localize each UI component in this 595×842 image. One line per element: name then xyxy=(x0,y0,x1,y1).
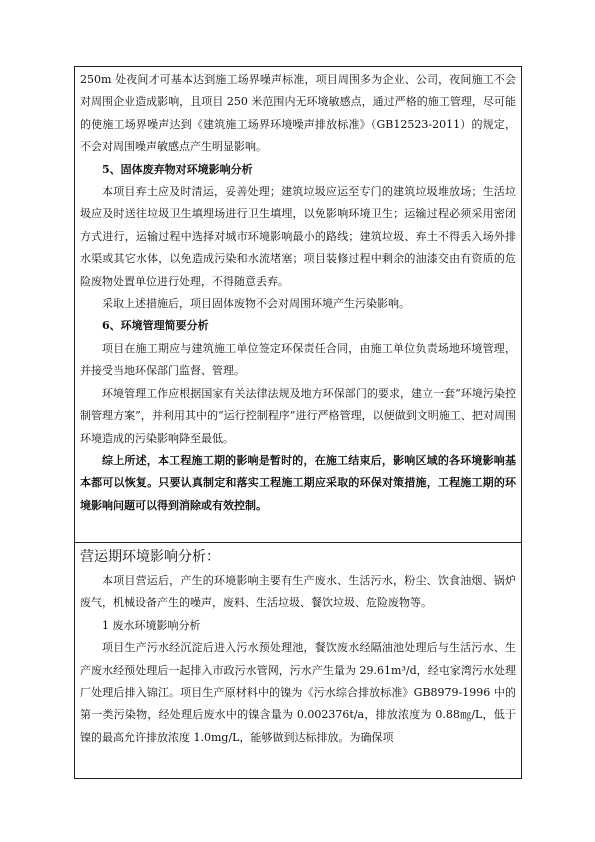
wastewater-paragraph: 项目生产污水经沉淀后进入污水预处理池，餐饮废水经隔油池处理后与生活污水、生产废水经预处理后一起排入市政污水管网，污水产生量为 29.61m³/d，经屯家湾污水处理厂处理后排入锦江。项目生产原材料中的镍为《污水综合排放标准》GB8979-1996 中的第一类污染物，经处理后废水中的镍含量为 0.002376t/a，排放浓度为 0.88㎎/L，低于镍的最高允许排放浓度 1.0mg/L，能够做到达标排放。为确保项 xyxy=(80,641,516,744)
operation-period-cell xyxy=(75,543,521,778)
operation-impact-paragraph: 本项目营运后，产生的环境影响主要有生产废水、生活污水，粉尘、饮食油烟、锅炉废气，机械设备产生的噪声，废料、生活垃圾、餐饮垃圾、危险废物等。 xyxy=(80,574,516,610)
wastewater-heading: 1 废水环境影响分析 xyxy=(102,618,201,632)
construction-summary-paragraph: 综上所述，本工程施工期的影响是暂时的，在施工结束后，影响区域的各环境影响基本都可以恢复。只要认真制定和落实工程施工期应采取的环保对策措施，工程施工期的环境影响问题可以得到消除或有效控制。 xyxy=(80,453,516,512)
noise-conclusion-paragraph: 250m 处夜间才可基本达到施工场界噪声标准，项目周围多为企业、公司，夜间施工不会对周围企业造成影响，且项目 250 米范围内无环境敏感点，通过严格的施工管理，尽可能的使施工场界噪声达到《建筑施工场界环境噪声排放标准》（GB12523-2011）的规定，不会对周围噪声敏感点产生明显影响。 xyxy=(80,73,516,154)
solid-waste-heading: 5、固体废弃物对环境影响分析 xyxy=(102,162,253,176)
solid-waste-paragraph: 本项目弃土应及时清运，妥善处理；建筑垃圾应运至专门的建筑垃圾堆放场；生活垃圾应及时送往垃圾卫生填埋场进行卫生填埋，以免影响环境卫生；运输过程必须采用密闭方式进行，运输过程中选择对城市环境影响最小的路线；建筑垃圾、弃土不得丢入场外排水渠或其它水体，以免造成污染和水流堵塞；项目装修过程中剩余的油漆交由有资质的危险废物处置单位进行处理，不得随意丢弃。 xyxy=(80,185,516,288)
construction-period-cell xyxy=(75,67,521,543)
operation-period-title: 营运期环境影响分析： xyxy=(80,549,220,565)
document-table xyxy=(74,66,522,779)
management-plan-paragraph: 环境管理工作应根据国家有关法律法规及地方环保部门的要求，建立一套“环境污染控制管理方案”，并利用其中的“运行控制程序”进行严格管理，以便做到文明施工、把对周围环境造成的污染影响降至最低。 xyxy=(80,386,516,445)
environment-management-heading: 6、环境管理简要分析 xyxy=(102,319,209,333)
solid-waste-conclusion: 采取上述措施后，项目固体废物不会对周围环境产生污染影响。 xyxy=(102,297,410,311)
management-contract-paragraph: 项目在施工期应与建筑施工单位签定环保责任合同，由施工单位负责场地环境管理，并接受当地环保部门监督、管理。 xyxy=(80,341,516,378)
